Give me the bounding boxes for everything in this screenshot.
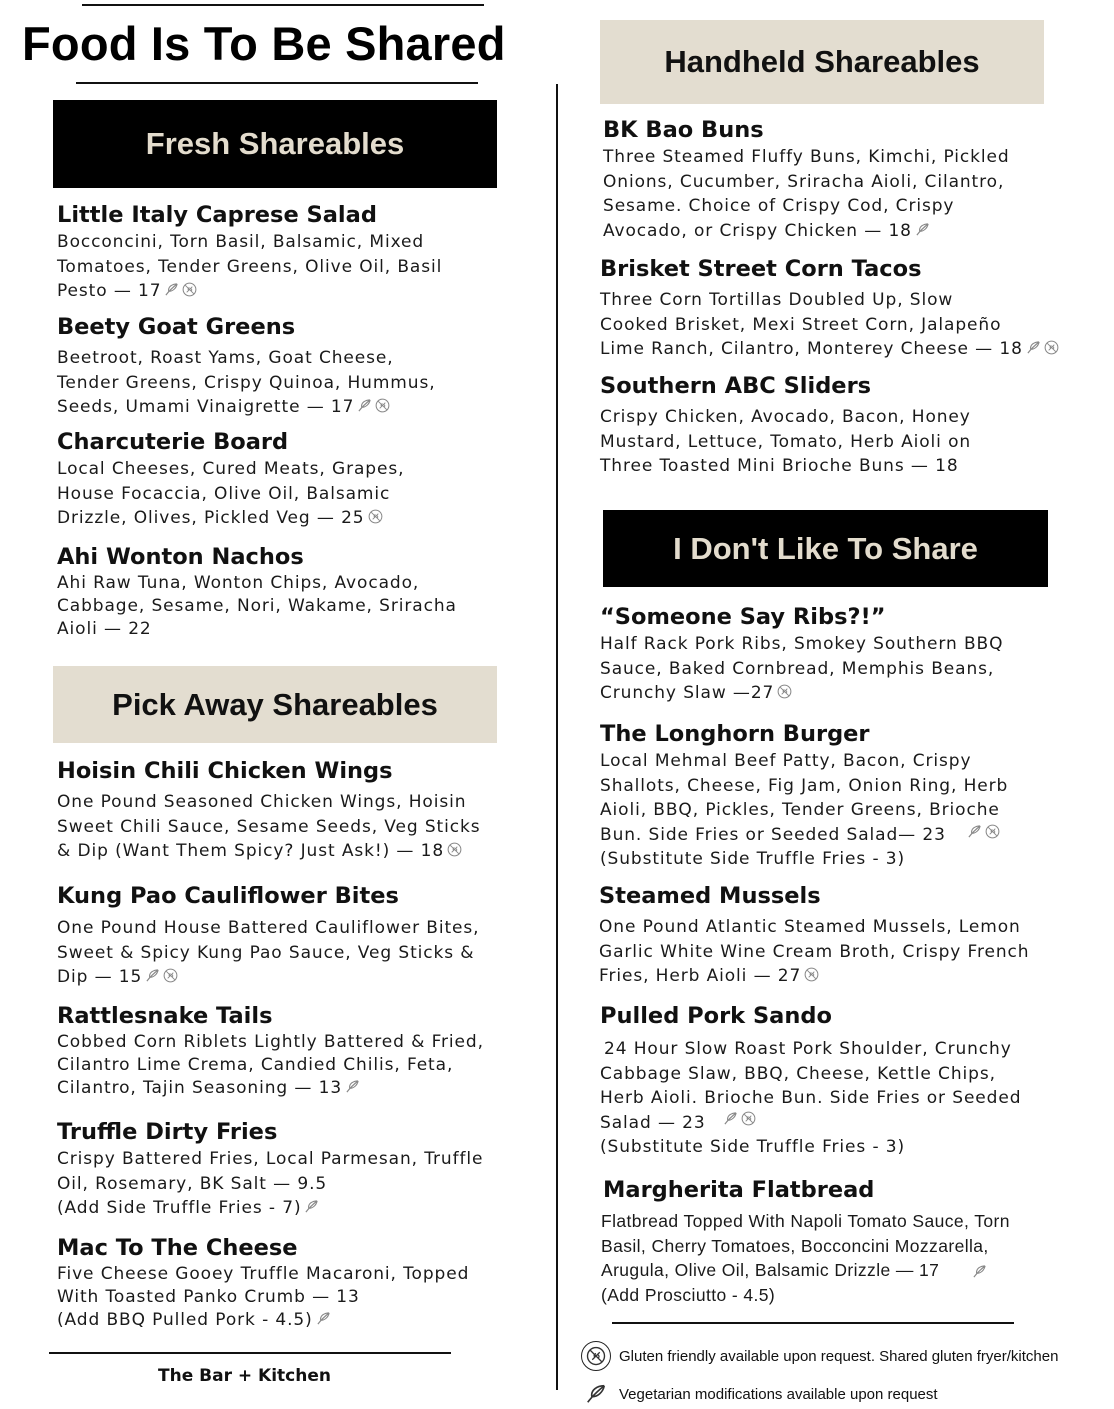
item-name: BK Bao Buns <box>603 117 764 143</box>
fresh-shareables-banner <box>53 100 497 188</box>
leaf-icon <box>581 1379 611 1409</box>
leaf-icon <box>164 282 179 297</box>
item-name: Little Italy Caprese Salad <box>57 202 377 228</box>
item-description: Crispy Chicken, Avocado, Bacon, Honey Mustard, Lettuce, Tomato, Herb Aioli on Three Toasted Mini Brioche Buns — 18 <box>600 407 972 476</box>
item-name: Margherita Flatbread <box>603 1177 875 1203</box>
menu-item <box>57 542 517 641</box>
item-description: Three Steamed Fluffy Buns, Kimchi, Pickled Onions, Cucumber, Sriracha Aioli, Cilantro, Sesame. Choice of Crispy Cod, Crispy Avocado, or Crispy Chicken — 18 <box>603 147 1010 241</box>
item-name: Hoisin Chili Chicken Wings <box>57 758 393 784</box>
leaf-icon <box>304 1199 319 1214</box>
pick-away-shareables-banner <box>53 666 497 743</box>
leaf-icon <box>915 222 930 237</box>
menu-item <box>57 427 517 531</box>
item-name: Southern ABC Sliders <box>600 373 872 399</box>
footer-brand: The Bar + Kitchen <box>158 1366 331 1386</box>
dont-like-to-share-banner <box>603 510 1048 587</box>
menu-item <box>600 1001 1080 1160</box>
item-diet-icons <box>969 1263 987 1282</box>
item-name: Pulled Pork Sando <box>600 1003 832 1029</box>
menu-item <box>603 115 1063 243</box>
item-description: One Pound Seasoned Chicken Wings, Hoisin Sweet Chili Sauce, Sesame Seeds, Veg Sticks & Dip (Want Them Spicy? Just Ask!) — 18 <box>57 792 481 861</box>
crossed-wheat-icon <box>985 824 1000 839</box>
item-description: Beetroot, Roast Yams, Goat Cheese, Tender Greens, Crispy Quinoa, Hummus, Seeds, Umami Vinaigrette — 17 <box>57 348 436 417</box>
leaf-icon <box>345 1079 360 1094</box>
item-description: One Pound Atlantic Steamed Mussels, Lemon Garlic White Wine Cream Broth, Crispy French Fries, Herb Aioli — 27 <box>599 917 1030 986</box>
menu-item <box>600 371 1060 479</box>
item-name: Charcuterie Board <box>57 429 289 455</box>
menu-item <box>57 881 537 990</box>
crossed-wheat-icon <box>1044 340 1059 355</box>
menu-item <box>57 1233 537 1332</box>
vegetarian-legend-text: Vegetarian modifications available upon request <box>619 1385 938 1403</box>
pick-away-shareables-title: Pick Away Shareables <box>112 686 438 722</box>
item-description: Cobbed Corn Riblets Lightly Battered & Fried, Cilantro Lime Crema, Candied Chilis, Feta, Cilantro, Tajin Seasoning — 13 <box>57 1032 484 1098</box>
item-name: Truffle Dirty Fries <box>57 1119 278 1145</box>
crossed-wheat-icon <box>182 282 197 297</box>
crossed-wheat-icon <box>581 1341 611 1371</box>
item-name: Beety Goat Greens <box>57 314 296 340</box>
leaf-icon <box>316 1311 331 1326</box>
item-name: “Someone Say Ribs?!” <box>600 604 886 630</box>
item-description: Five Cheese Gooey Truffle Macaroni, Topped With Toasted Panko Crumb — 13 (Add BBQ Pulled Pork - 4.5) <box>57 1264 470 1330</box>
menu-item <box>57 1117 537 1221</box>
column-divider <box>556 84 558 1390</box>
vegetarian-legend <box>581 1379 938 1409</box>
leaf-icon <box>972 1264 987 1279</box>
item-description: Bocconcini, Torn Basil, Balsamic, Mixed Tomatoes, Tender Greens, Olive Oil, Basil Pesto — 17 <box>57 232 443 301</box>
crossed-wheat-icon <box>163 968 178 983</box>
menu-item <box>600 719 1060 872</box>
legend-rule <box>612 1322 1014 1324</box>
item-diet-icons <box>720 1110 756 1129</box>
leaf-icon <box>723 1111 738 1126</box>
item-description: Flatbread Topped With Napoli Tomato Sauce, Torn Basil, Cherry Tomatoes, Bocconcini Mozzarella, Arugula, Olive Oil, Balsamic Drizzle — 17 (Add Prosciutto - 4.5) <box>601 1211 1010 1305</box>
title-top-rule <box>82 4 484 6</box>
item-name: Ahi Wonton Nachos <box>57 544 304 570</box>
item-name: Steamed Mussels <box>599 883 821 909</box>
menu-item <box>601 1175 1071 1307</box>
item-name: Brisket Street Corn Tacos <box>600 256 922 282</box>
item-description: Half Rack Pork Ribs, Smokey Southern BBQ Sauce, Baked Cornbread, Memphis Beans, Crunchy Slaw —27 <box>600 634 1004 703</box>
menu-item <box>57 756 537 864</box>
item-description: 24 Hour Slow Roast Pork Shoulder, Crunchy Cabbage Slaw, BBQ, Cheese, Kettle Chips, Herb Aioli. Brioche Bun. Side Fries or Seeded Salad — 23 (Substitute Side Truffle Fries - 3) <box>600 1039 1022 1157</box>
leaf-icon <box>967 824 982 839</box>
dont-like-to-share-title: I Don't Like To Share <box>673 530 978 566</box>
item-description: One Pound House Battered Cauliflower Bites, Sweet & Spicy Kung Pao Sauce, Veg Sticks & Dip — 15 <box>57 918 480 987</box>
menu-item <box>57 200 517 304</box>
item-name: Mac To The Cheese <box>57 1235 298 1261</box>
handheld-shareables-banner <box>600 20 1044 104</box>
item-description: Local Mehmal Beef Patty, Bacon, Crispy Shallots, Cheese, Fig Jam, Onion Ring, Herb Aioli, BBQ, Pickles, Tender Greens, Brioche Bun. Side Fries or Seeded Salad— 23 (Substitute Side Truffle Fries - 3) <box>600 751 1009 869</box>
crossed-wheat-icon <box>777 684 792 699</box>
title-bottom-rule <box>76 82 478 84</box>
item-diet-icons <box>964 823 1000 842</box>
item-description: Ahi Raw Tuna, Wonton Chips, Avocado, Cabbage, Sesame, Nori, Wakame, Sriracha Aioli — 22 <box>57 573 457 639</box>
leaf-icon <box>1026 340 1041 355</box>
menu-item <box>600 602 1060 706</box>
page-title: Food Is To Be Shared <box>22 17 506 70</box>
crossed-wheat-icon <box>375 398 390 413</box>
crossed-wheat-icon <box>741 1111 756 1126</box>
item-description: Local Cheeses, Cured Meats, Grapes, House Focaccia, Olive Oil, Balsamic Drizzle, Olives, Pickled Veg — 25 <box>57 459 405 528</box>
handheld-shareables-title: Handheld Shareables <box>664 44 980 79</box>
gluten-legend <box>581 1341 1058 1371</box>
fresh-shareables-title: Fresh Shareables <box>145 126 405 161</box>
menu-item <box>600 254 1080 362</box>
crossed-wheat-icon <box>368 509 383 524</box>
item-name: The Longhorn Burger <box>600 721 870 747</box>
item-name: Kung Pao Cauliflower Bites <box>57 883 399 909</box>
crossed-wheat-icon <box>447 842 462 857</box>
item-description: Three Corn Tortillas Doubled Up, Slow Cooked Brisket, Mexi Street Corn, Jalapeño Lime Ranch, Cilantro, Monterey Cheese — 18 <box>600 290 1023 359</box>
footer-rule <box>49 1352 451 1354</box>
menu-item <box>57 312 517 420</box>
menu-item <box>599 881 1079 989</box>
gluten-legend-text: Gluten friendly available upon request. Shared gluten fryer/kitchen <box>619 1347 1059 1365</box>
leaf-icon <box>145 968 160 983</box>
item-description: Crispy Battered Fries, Local Parmesan, Truffle Oil, Rosemary, BK Salt — 9.5 (Add Side Truffle Fries - 7) <box>57 1149 484 1218</box>
crossed-wheat-icon <box>804 967 819 982</box>
menu-item <box>57 1001 537 1100</box>
leaf-icon <box>357 398 372 413</box>
item-name: Rattlesnake Tails <box>57 1003 273 1029</box>
